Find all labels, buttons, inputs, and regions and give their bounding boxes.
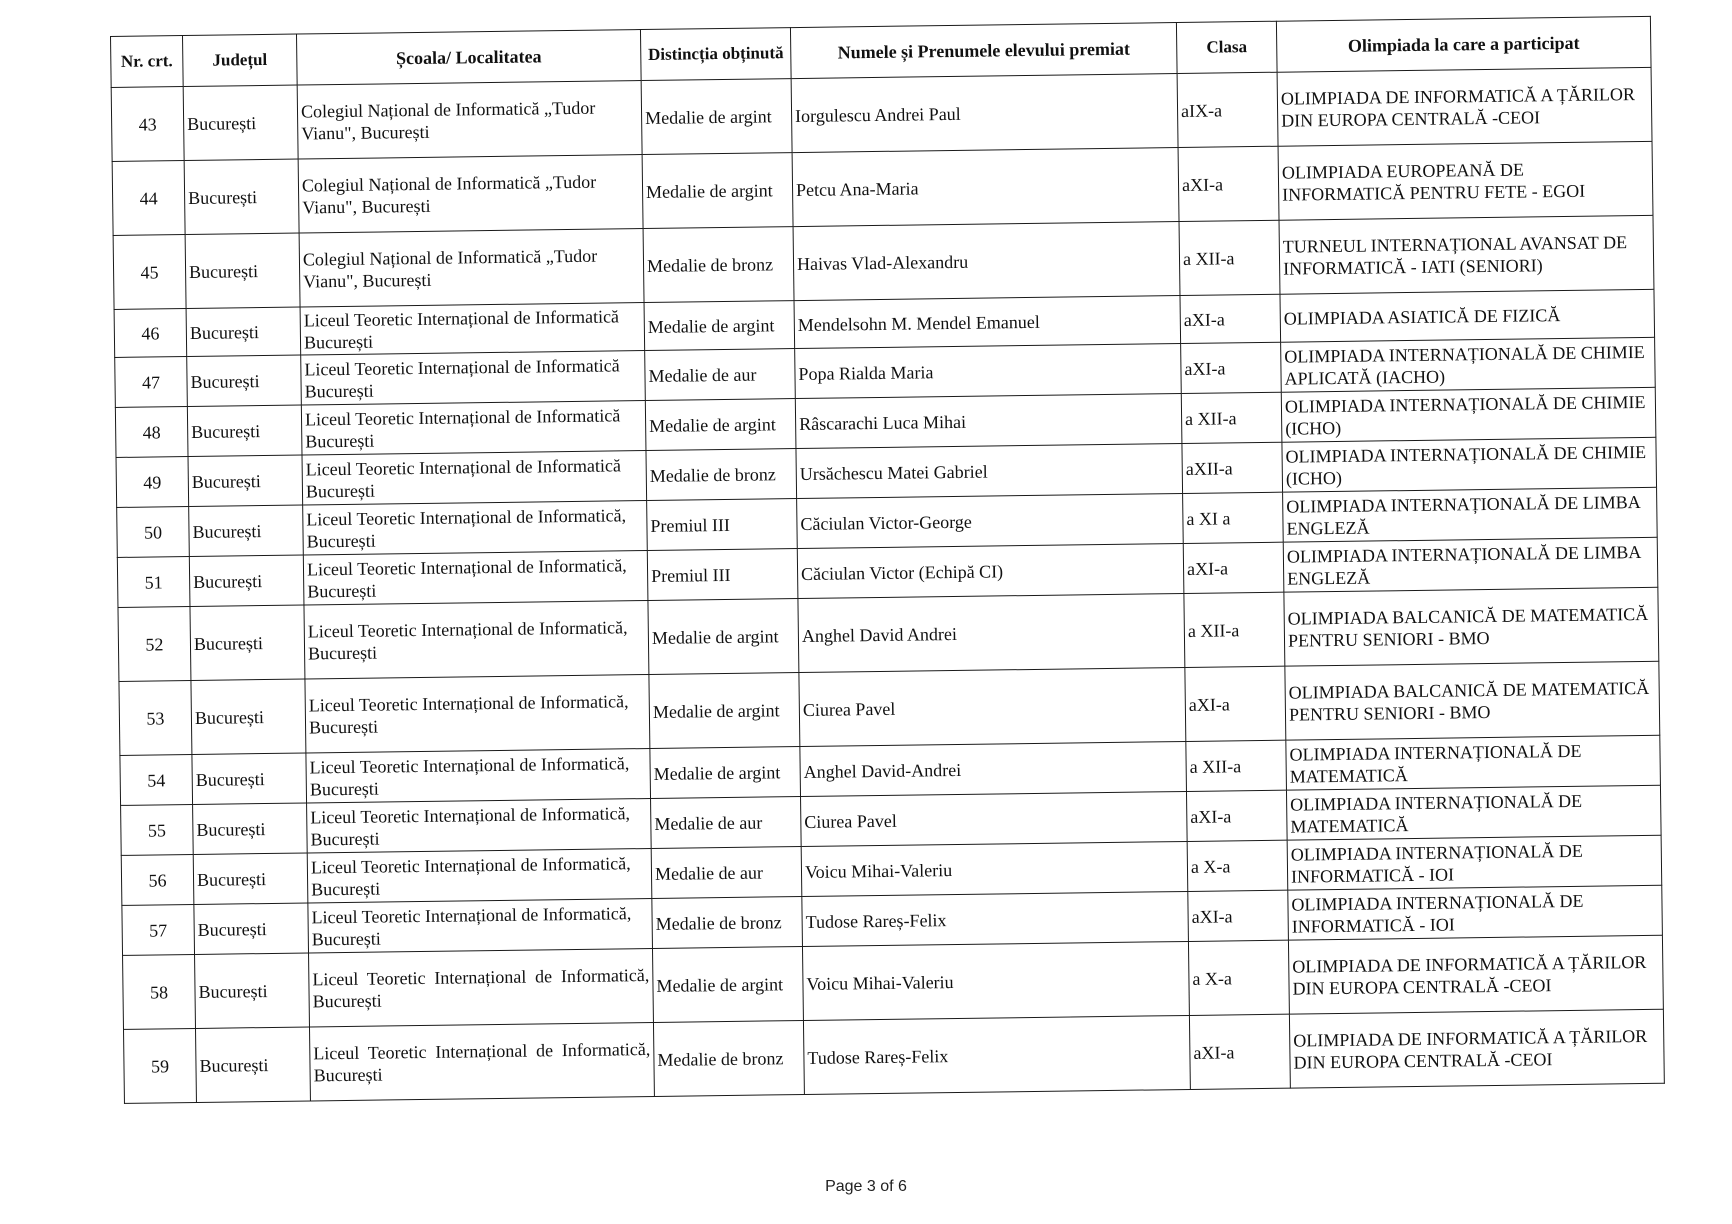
cell-distinction: Medalie de argint bbox=[648, 599, 799, 675]
cell-school: Colegiul Național de Informatică „Tudor Vianu", București bbox=[297, 81, 642, 159]
cell-student-name: Anghel David Andrei bbox=[798, 593, 1185, 672]
cell-student-name: Haivas Vlad-Alexandru bbox=[793, 222, 1180, 301]
cell-school: Liceul Teoretic Internațional de Informatică, București bbox=[309, 948, 654, 1026]
cell-county: București bbox=[190, 605, 305, 680]
header-olympiad: Olimpiada la care a participat bbox=[1276, 16, 1651, 72]
cell-class: aXI-a bbox=[1178, 146, 1279, 221]
document-sheet bbox=[110, 16, 1664, 1104]
cell-student-name: Popa Rialda Maria bbox=[795, 344, 1182, 399]
cell-class: a XII-a bbox=[1186, 740, 1287, 791]
cell-olympiad: OLIMPIADA INTERNAȚIONALĂ DE CHIMIE (ICHO) bbox=[1282, 437, 1657, 492]
cell-school: Liceul Teoretic Internațional de Informatică, București bbox=[307, 848, 652, 902]
cell-county: București bbox=[183, 85, 298, 160]
cell-school: Liceul Teoretic Internațional de Informatică București bbox=[301, 401, 646, 455]
cell-student-name: Ursăchescu Matei Gabriel bbox=[796, 444, 1183, 499]
cell-nr: 59 bbox=[124, 1028, 197, 1103]
cell-nr: 54 bbox=[120, 754, 193, 805]
header-nr: Nr. crt. bbox=[111, 36, 184, 88]
cell-class: a XII-a bbox=[1179, 220, 1280, 295]
cell-school: Liceul Teoretic Internațional de Informatică București bbox=[302, 451, 647, 505]
cell-county: București bbox=[188, 455, 303, 506]
cell-distinction: Medalie de bronz bbox=[646, 449, 797, 501]
cell-olympiad: OLIMPIADA INTERNAȚIONALĂ DE LIMBA ENGLEZĂ bbox=[1283, 487, 1658, 542]
cell-school: Liceul Teoretic Internațional de Informatică, București bbox=[309, 1022, 654, 1100]
cell-nr: 46 bbox=[114, 309, 187, 358]
cell-olympiad: TURNEUL INTERNAȚIONAL AVANSAT DE INFORMATICĂ - IATI (SENIORI) bbox=[1279, 215, 1654, 294]
cell-class: a XII-a bbox=[1184, 592, 1285, 667]
cell-school: Colegiul Național de Informatică „Tudor Vianu", București bbox=[298, 155, 643, 233]
cell-nr: 58 bbox=[123, 954, 196, 1029]
cell-school: Liceul Teoretic Internațional de Informatică, București bbox=[306, 748, 651, 802]
cell-olympiad: OLIMPIADA INTERNAȚIONALĂ DE LIMBA ENGLEZĂ bbox=[1283, 537, 1658, 592]
cell-distinction: Premiul III bbox=[647, 549, 798, 601]
cell-olympiad: OLIMPIADA DE INFORMATICĂ A ȚĂRILOR DIN EUROPA CENTRALĂ -CEOI bbox=[1289, 1009, 1664, 1088]
page-number: Page 3 of 6 bbox=[825, 1178, 907, 1195]
cell-olympiad: OLIMPIADA INTERNAȚIONALĂ DE INFORMATICĂ - IOI bbox=[1288, 885, 1663, 940]
cell-school: Liceul Teoretic Internațional de Informatică București bbox=[301, 351, 646, 405]
cell-nr: 57 bbox=[122, 904, 195, 955]
cell-nr: 43 bbox=[111, 87, 184, 162]
cell-nr: 52 bbox=[118, 607, 191, 682]
cell-distinction: Medalie de bronz bbox=[653, 1021, 804, 1097]
cell-distinction: Medalie de argint bbox=[652, 947, 803, 1023]
cell-nr: 51 bbox=[117, 557, 190, 608]
cell-student-name: Anghel David-Andrei bbox=[800, 741, 1187, 796]
header-county: Județul bbox=[183, 34, 298, 86]
cell-county: București bbox=[186, 307, 301, 356]
cell-school: Liceul Teoretic Internațional de Informatică, București bbox=[308, 898, 653, 952]
cell-distinction: Medalie de aur bbox=[651, 797, 802, 849]
cell-nr: 48 bbox=[115, 407, 188, 458]
header-school: Școala/ Localitatea bbox=[296, 30, 641, 85]
cell-county: București bbox=[185, 233, 300, 308]
cell-county: București bbox=[189, 505, 304, 556]
cell-county: București bbox=[195, 953, 310, 1028]
cell-county: București bbox=[195, 1027, 310, 1102]
cell-student-name: Căciulan Victor (Echipă CI) bbox=[797, 543, 1184, 598]
header-student-name: Numele și Prenumele elevului premiat bbox=[790, 23, 1177, 79]
cell-class: aXI-a bbox=[1189, 1014, 1290, 1089]
cell-class: aXI-a bbox=[1188, 890, 1289, 941]
cell-class: aXI-a bbox=[1185, 666, 1286, 741]
cell-student-name: Tudose Rareș-Felix bbox=[803, 1015, 1190, 1094]
cell-distinction: Medalie de bronz bbox=[643, 227, 794, 303]
cell-student-name: Ciurea Pavel bbox=[799, 667, 1186, 746]
cell-distinction: Medalie de argint bbox=[645, 399, 796, 451]
awards-table bbox=[110, 16, 1665, 1104]
cell-class: aIX-a bbox=[1177, 72, 1278, 147]
header-distinction: Distincția obținută bbox=[640, 28, 791, 81]
cell-school: Colegiul Național de Informatică „Tudor Vianu", București bbox=[299, 229, 644, 307]
cell-student-name: Voicu Mihai-Valeriu bbox=[801, 841, 1188, 896]
cell-olympiad: OLIMPIADA INTERNAȚIONALĂ DE CHIMIE APLICATĂ (IACHO) bbox=[1281, 337, 1656, 392]
cell-nr: 49 bbox=[116, 457, 189, 508]
cell-school: Liceul Teoretic Internațional de Informatică București bbox=[300, 303, 645, 355]
cell-student-name: Voicu Mihai-Valeriu bbox=[802, 941, 1189, 1020]
cell-nr: 47 bbox=[115, 357, 188, 408]
cell-student-name: Râscarachi Luca Mihai bbox=[795, 394, 1182, 449]
cell-nr: 44 bbox=[112, 161, 185, 236]
cell-county: București bbox=[192, 753, 307, 804]
cell-class: aXI-a bbox=[1186, 790, 1287, 841]
cell-county: București bbox=[184, 159, 299, 234]
cell-school: Liceul Teoretic Internațional de Informatică, București bbox=[305, 675, 650, 753]
cell-student-name: Iorgulescu Andrei Paul bbox=[791, 74, 1178, 153]
cell-county: București bbox=[189, 555, 304, 606]
cell-class: a X-a bbox=[1188, 940, 1289, 1015]
cell-olympiad: OLIMPIADA ASIATICĂ DE FIZICĂ bbox=[1280, 289, 1655, 342]
cell-county: București bbox=[191, 679, 306, 754]
header-class: Clasa bbox=[1176, 21, 1277, 73]
cell-distinction: Premiul III bbox=[647, 499, 798, 551]
cell-olympiad: OLIMPIADA INTERNAȚIONALĂ DE MATEMATICĂ bbox=[1286, 735, 1661, 790]
cell-student-name: Petcu Ana-Maria bbox=[792, 148, 1179, 227]
cell-county: București bbox=[193, 803, 308, 854]
cell-class: a X-a bbox=[1187, 840, 1288, 891]
cell-nr: 53 bbox=[119, 680, 192, 755]
cell-olympiad: OLIMPIADA DE INFORMATICĂ A ȚĂRILOR DIN EUROPA CENTRALĂ -CEOI bbox=[1277, 67, 1652, 146]
cell-distinction: Medalie de argint bbox=[644, 301, 795, 351]
cell-school: Liceul Teoretic Internațional de Informatică, București bbox=[307, 798, 652, 852]
cell-class: a XII-a bbox=[1181, 392, 1282, 443]
cell-county: București bbox=[194, 903, 309, 954]
cell-olympiad: OLIMPIADA BALCANICĂ DE MATEMATICĂ PENTRU SENIORI - BMO bbox=[1285, 661, 1660, 740]
cell-school: Liceul Teoretic Internațional de Informatică, București bbox=[304, 601, 649, 679]
cell-student-name: Mendelsohn M. Mendel Emanuel bbox=[794, 296, 1181, 349]
cell-class: aXI-a bbox=[1181, 342, 1282, 393]
cell-olympiad: OLIMPIADA INTERNAȚIONALĂ DE INFORMATICĂ - IOI bbox=[1287, 835, 1662, 890]
cell-olympiad: OLIMPIADA EUROPEANĂ DE INFORMATICĂ PENTRU FETE - EGOI bbox=[1278, 141, 1653, 220]
cell-olympiad: OLIMPIADA INTERNAȚIONALĂ DE MATEMATICĂ bbox=[1286, 785, 1661, 840]
cell-distinction: Medalie de bronz bbox=[652, 897, 803, 949]
cell-olympiad: OLIMPIADA INTERNAȚIONALĂ DE CHIMIE (ICHO) bbox=[1281, 387, 1656, 442]
cell-class: aXI-a bbox=[1180, 294, 1281, 343]
cell-school: Liceul Teoretic Internațional de Informatică, București bbox=[303, 551, 648, 605]
cell-student-name: Căciulan Victor-George bbox=[797, 493, 1184, 548]
cell-distinction: Medalie de argint bbox=[641, 79, 792, 155]
cell-olympiad: OLIMPIADA BALCANICĂ DE MATEMATICĂ PENTRU SENIORI - BMO bbox=[1284, 587, 1659, 666]
cell-nr: 50 bbox=[117, 507, 190, 558]
cell-distinction: Medalie de argint bbox=[650, 747, 801, 799]
cell-distinction: Medalie de argint bbox=[642, 153, 793, 229]
cell-county: București bbox=[187, 355, 302, 406]
cell-nr: 56 bbox=[121, 854, 194, 905]
cell-class: aXI-a bbox=[1183, 542, 1284, 593]
cell-school: Liceul Teoretic Internațional de Informatică, București bbox=[303, 501, 648, 555]
cell-student-name: Tudose Rareș-Felix bbox=[802, 891, 1189, 946]
cell-olympiad: OLIMPIADA DE INFORMATICĂ A ȚĂRILOR DIN EUROPA CENTRALĂ -CEOI bbox=[1288, 935, 1663, 1014]
cell-nr: 45 bbox=[113, 235, 186, 310]
cell-county: București bbox=[193, 853, 308, 904]
cell-class: a XI a bbox=[1183, 492, 1284, 543]
cell-distinction: Medalie de aur bbox=[651, 847, 802, 899]
cell-student-name: Ciurea Pavel bbox=[801, 791, 1188, 846]
cell-county: București bbox=[187, 405, 302, 456]
cell-class: aXII-a bbox=[1182, 442, 1283, 493]
cell-distinction: Medalie de argint bbox=[649, 673, 800, 749]
cell-distinction: Medalie de aur bbox=[645, 349, 796, 401]
cell-nr: 55 bbox=[121, 804, 194, 855]
